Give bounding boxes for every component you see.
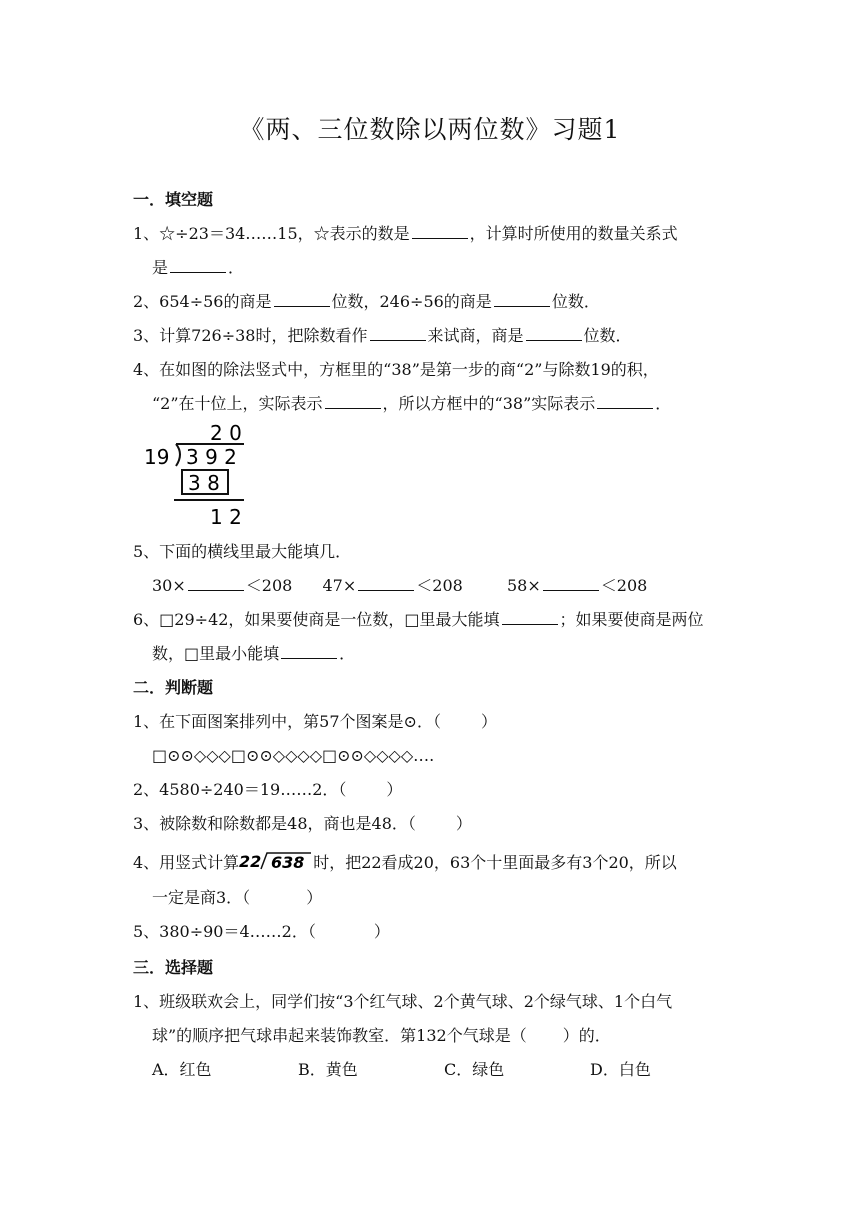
answer-blank[interactable] bbox=[170, 258, 226, 273]
option-d[interactable]: D．白色 bbox=[590, 1060, 651, 1079]
answer-blank[interactable] bbox=[188, 576, 244, 591]
fill-question-5-items: 30× ＜208 47× ＜208 58× ＜208 bbox=[152, 576, 648, 595]
answer-blank[interactable] bbox=[325, 394, 381, 409]
figure-dividend: 3 9 2 bbox=[186, 445, 237, 469]
answer-blank[interactable] bbox=[502, 610, 558, 625]
answer-blank[interactable] bbox=[281, 644, 337, 659]
fill-question-6: 6、□29÷42，如果要使商是一位数，□里最大能填 ；如果要使商是两位 bbox=[133, 610, 704, 629]
option-a[interactable]: A．红色 bbox=[152, 1060, 212, 1079]
answer-blank[interactable] bbox=[412, 224, 468, 239]
judge-question-4-cont: 一定是商3．（ ） bbox=[152, 888, 323, 907]
judge-question-5: 5、380÷90＝4……2．（ ） bbox=[133, 922, 390, 941]
inline-long-division bbox=[239, 850, 313, 877]
division-bracket bbox=[176, 444, 180, 466]
fill-question-3: 3、计算726÷38时，把除数看作 来试商，商是 位数． bbox=[133, 326, 632, 345]
inline-divisor: 22 bbox=[239, 852, 262, 871]
fill-question-4: 4、在如图的除法竖式中，方框里的“38”是第一步的商“2”与除数19的积， bbox=[133, 360, 659, 379]
section-heading-choice: 三．选择题 bbox=[133, 958, 214, 977]
option-b[interactable]: B．黄色 bbox=[298, 1060, 358, 1079]
figure-divisor: 19 bbox=[144, 445, 170, 469]
fill-question-4-cont: “2”在十位上，实际表示 ，所以方框中的“38”实际表示 ． bbox=[152, 394, 672, 413]
choice-question-1-options bbox=[152, 1060, 670, 1080]
answer-blank[interactable] bbox=[597, 394, 653, 409]
fill-question-2: 2、654÷56的商是 位数，246÷56的商是 位数． bbox=[133, 292, 600, 311]
judge-question-1-pattern: □⊙⊙◇◇◇□⊙⊙◇◇◇◇□⊙⊙◇◇◇◇…. bbox=[152, 746, 435, 765]
judge-question-4: 4、用竖式计算 22 638 时，把22看成20，63个十里面最多有3个20，所以 bbox=[133, 850, 677, 877]
figure-quotient: 2 0 bbox=[210, 421, 242, 445]
judge-question-3: 3、被除数和除数都是48，商也是48．（ ） bbox=[133, 814, 472, 833]
fill-question-5: 5、下面的横线里最大能填几． bbox=[133, 542, 352, 561]
long-division-figure bbox=[140, 420, 260, 532]
judge-question-2: 2、4580÷240＝19……2．（ ） bbox=[133, 780, 403, 799]
answer-blank[interactable] bbox=[543, 576, 599, 591]
choice-question-1: 1、班级联欢会上，同学们按“3个红气球、2个黄气球、2个绿气球、1个白气 bbox=[133, 992, 673, 1011]
answer-blank[interactable] bbox=[526, 326, 582, 341]
section-heading-fill: 一．填空题 bbox=[133, 190, 214, 209]
answer-blank[interactable] bbox=[494, 292, 550, 307]
answer-blank[interactable] bbox=[358, 576, 414, 591]
answer-blank[interactable] bbox=[274, 292, 330, 307]
page-title: 《两、三位数除以两位数》习题1 bbox=[239, 115, 621, 144]
figure-boxed-product: 3 8 bbox=[188, 471, 220, 495]
section-heading-judge: 二．判断题 bbox=[133, 678, 214, 697]
fill-question-6-cont: 数，□里最小能填 ． bbox=[152, 644, 356, 663]
choice-question-1-cont: 球”的顺序把气球串起来装饰教室．第132个气球是（ ）的． bbox=[152, 1026, 611, 1045]
answer-blank[interactable] bbox=[370, 326, 426, 341]
fill-question-1: 1、☆÷23＝34……15，☆表示的数是 ，计算时所使用的数量关系式 bbox=[133, 224, 678, 243]
judge-question-1: 1、在下面图案排列中，第57个图案是⊙．（ ） bbox=[133, 712, 497, 731]
fill-question-1-cont: 是 ． bbox=[152, 258, 245, 277]
inline-dividend: 638 bbox=[271, 853, 305, 872]
figure-remainder: 1 2 bbox=[210, 505, 242, 529]
option-c[interactable]: C．绿色 bbox=[444, 1060, 505, 1079]
